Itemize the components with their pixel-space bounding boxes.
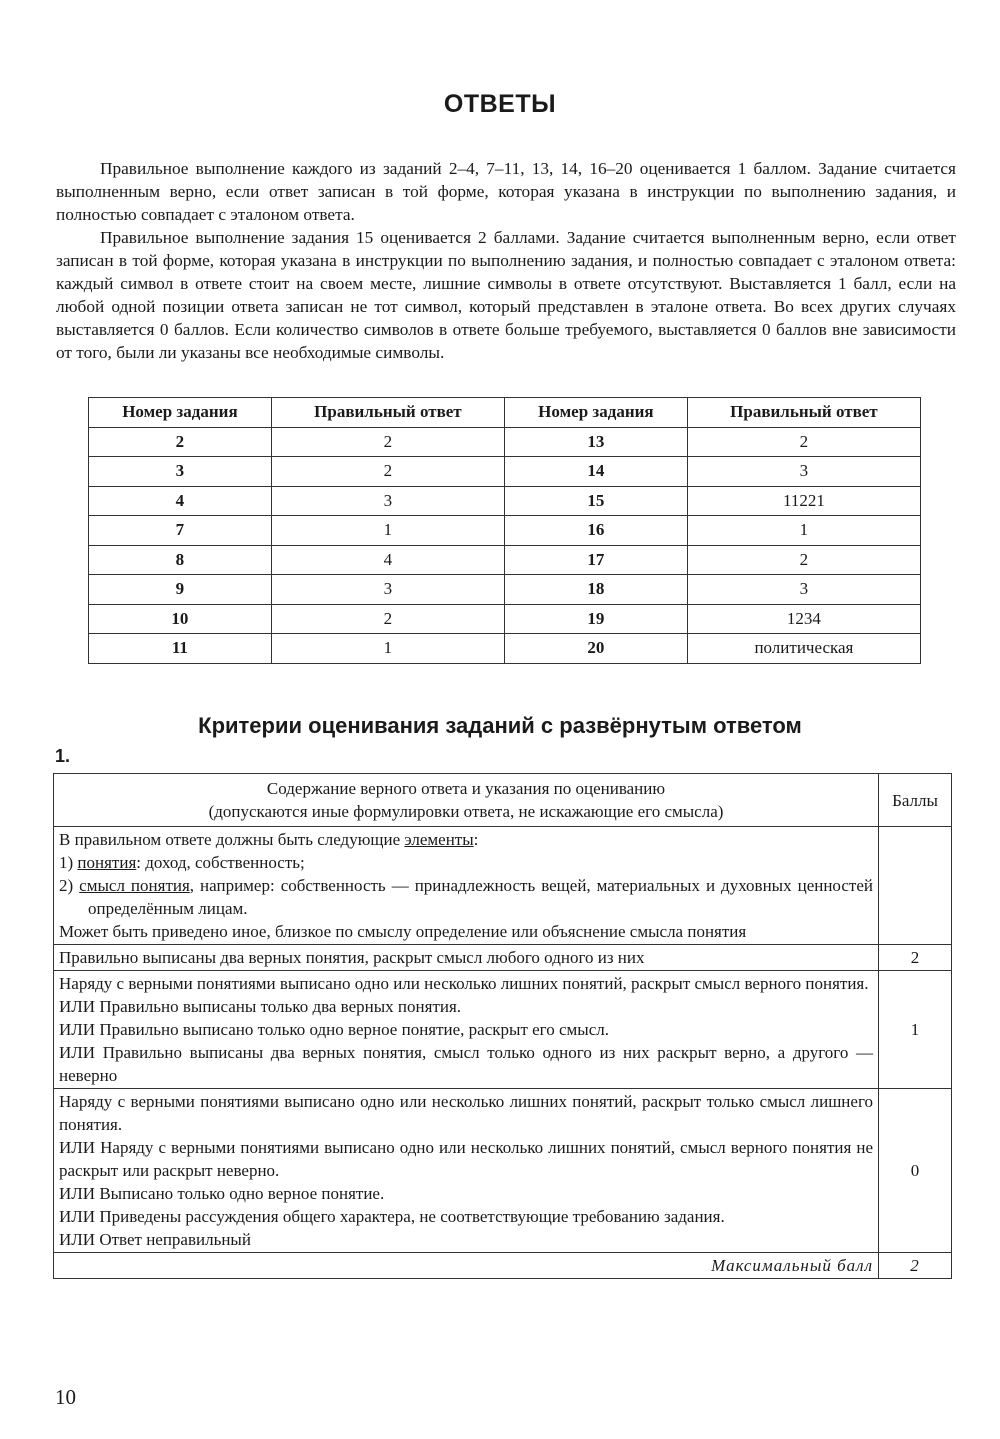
correct-answer: 1234 bbox=[687, 604, 920, 634]
criteria-text bbox=[54, 1089, 879, 1253]
task-number: 13 bbox=[504, 427, 687, 457]
task-number: 14 bbox=[504, 457, 687, 487]
criteria-row bbox=[54, 971, 952, 1089]
criteria-line: ИЛИ Правильно выписаны только два верных понятия. bbox=[59, 997, 462, 1016]
criteria-line: ИЛИ Наряду с верными понятиями выписано одно или несколько лишних понятий, смысл верного понятия не раскрыт или раскрыт неверно. bbox=[59, 1138, 873, 1180]
table-row bbox=[89, 427, 921, 457]
text: элементы bbox=[404, 830, 474, 849]
max-score-row bbox=[54, 1253, 952, 1279]
criteria-table bbox=[53, 773, 952, 1279]
task-number: 7 bbox=[89, 516, 272, 546]
col-header: Номер задания bbox=[504, 398, 687, 428]
table-row bbox=[89, 575, 921, 605]
correct-answer: 2 bbox=[271, 604, 504, 634]
correct-answer: 3 bbox=[271, 486, 504, 516]
intro-text bbox=[56, 157, 956, 364]
task-number: 8 bbox=[89, 545, 272, 575]
text: : bbox=[473, 830, 479, 849]
text: смысл понятия bbox=[79, 876, 190, 895]
points: 0 bbox=[879, 1089, 952, 1253]
criteria-line: ИЛИ Выписано только одно верное понятие. bbox=[59, 1184, 385, 1203]
col-header: Правильный ответ bbox=[687, 398, 920, 428]
correct-answer: 1 bbox=[271, 516, 504, 546]
paragraph: Правильное выполнение задания 15 оценивается 2 баллами. Задание считается выполненным верно, если ответ записан в той форме, которая указана в инструкции по выполнению задания, и полностью совпадает с эталоном ответа: каждый символ в ответе стоит на своем месте, лишние символы в ответе отсутствуют. Выставляется 1 балл, если на любой одной позиции ответа записан не тот символ, который представлен в эталоне ответа. Во всех других случаях выставляется 0 баллов. Если количество символов в ответе больше требуемого, выставляется 0 баллов вне зависимости от того, были ли указаны все необходимые символы. bbox=[56, 228, 956, 362]
text: В правильном ответе должны быть следующие bbox=[59, 830, 405, 849]
content-header bbox=[54, 774, 879, 827]
criteria-row bbox=[54, 945, 952, 971]
max-score-label: Максимальный балл bbox=[54, 1253, 879, 1279]
correct-answer: 2 bbox=[687, 427, 920, 457]
criteria-line: ИЛИ Ответ неправильный bbox=[59, 1230, 251, 1249]
answer-content bbox=[54, 827, 879, 945]
task-number: 2 bbox=[89, 427, 272, 457]
col-header: Правильный ответ bbox=[271, 398, 504, 428]
text: 2) bbox=[59, 876, 80, 895]
task-number: 3 bbox=[89, 457, 272, 487]
task-number: 20 bbox=[504, 634, 687, 664]
table-row bbox=[89, 634, 921, 664]
correct-answer: 2 bbox=[687, 545, 920, 575]
task-number: 18 bbox=[504, 575, 687, 605]
criteria-text bbox=[54, 945, 879, 971]
task-number: 10 bbox=[89, 604, 272, 634]
criteria-line: ИЛИ Правильно выписано только одно верное понятие, раскрыт его смысл. bbox=[59, 1020, 609, 1039]
correct-answer: 4 bbox=[271, 545, 504, 575]
points-header: Баллы bbox=[879, 774, 952, 827]
points: 1 bbox=[879, 971, 952, 1089]
table-row bbox=[89, 486, 921, 516]
paragraph: Правильное выполнение каждого из заданий 2–4, 7–11, 13, 14, 16–20 оценивается 1 баллом. Задание считается выполненным верно, если ответ записан в той форме, которая указана в инструкции по выполнению задания, и полностью совпадает с эталоном ответа. bbox=[56, 159, 956, 224]
text: Может быть приведено иное, близкое по смыслу определение или объяснение смысла понятия bbox=[59, 922, 747, 941]
criteria-line: Наряду с верными понятиями выписано одно или несколько лишних понятий, раскрыт смысл верного понятия. bbox=[59, 974, 869, 993]
correct-answer: 1 bbox=[271, 634, 504, 664]
criteria-line: ИЛИ Приведены рассуждения общего характера, не соответствующие требованию задания. bbox=[59, 1207, 725, 1226]
text: 1) bbox=[59, 853, 78, 872]
text: : доход, собственность; bbox=[136, 853, 305, 872]
text: понятия bbox=[77, 853, 137, 872]
header-line: (допускаются иные формулировки ответа, не искажающие его смысла) bbox=[208, 802, 724, 821]
table-row bbox=[89, 516, 921, 546]
task-number: 17 bbox=[504, 545, 687, 575]
criteria-line: Правильно выписаны два верных понятия, раскрыт смысл любого одного из них bbox=[59, 948, 645, 967]
task-number: 15 bbox=[504, 486, 687, 516]
table-row bbox=[89, 604, 921, 634]
page-number: 10 bbox=[55, 1385, 76, 1409]
question-number: 1. bbox=[55, 746, 71, 766]
correct-answer: 1 bbox=[687, 516, 920, 546]
table-row bbox=[89, 457, 921, 487]
answers-table bbox=[88, 397, 921, 664]
task-number: 4 bbox=[89, 486, 272, 516]
task-number: 11 bbox=[89, 634, 272, 664]
correct-answer: 3 bbox=[271, 575, 504, 605]
page-title: ОТВЕТЫ bbox=[443, 90, 557, 118]
task-number: 9 bbox=[89, 575, 272, 605]
criteria-line: ИЛИ Правильно выписаны два верных понятия, смысл только одного из них раскрыт верно, а другого — неверно bbox=[59, 1043, 873, 1085]
correct-answer: 11221 bbox=[687, 486, 920, 516]
content-row bbox=[54, 827, 952, 945]
task-number: 19 bbox=[504, 604, 687, 634]
correct-answer: 3 bbox=[687, 575, 920, 605]
criteria-line: Наряду с верными понятиями выписано одно или несколько лишних понятий, раскрыт только смысл лишнего понятия. bbox=[59, 1092, 873, 1134]
points: 2 bbox=[879, 945, 952, 971]
header-line: Содержание верного ответа и указания по оцениванию bbox=[266, 779, 666, 798]
table-row bbox=[89, 545, 921, 575]
correct-answer: 3 bbox=[687, 457, 920, 487]
criteria-heading: Критерии оценивания заданий с развёрнутым ответом bbox=[198, 713, 802, 738]
correct-answer: 2 bbox=[271, 427, 504, 457]
correct-answer: 2 bbox=[271, 457, 504, 487]
criteria-row bbox=[54, 1089, 952, 1253]
max-score-value: 2 bbox=[879, 1253, 952, 1279]
text: , например: собственность — принадлежность вещей, материальных и духовных ценностей определённым лицам. bbox=[88, 876, 873, 918]
empty-cell bbox=[879, 827, 952, 945]
task-number: 16 bbox=[504, 516, 687, 546]
col-header: Номер задания bbox=[89, 398, 272, 428]
correct-answer: политическая bbox=[687, 634, 920, 664]
criteria-text bbox=[54, 971, 879, 1089]
